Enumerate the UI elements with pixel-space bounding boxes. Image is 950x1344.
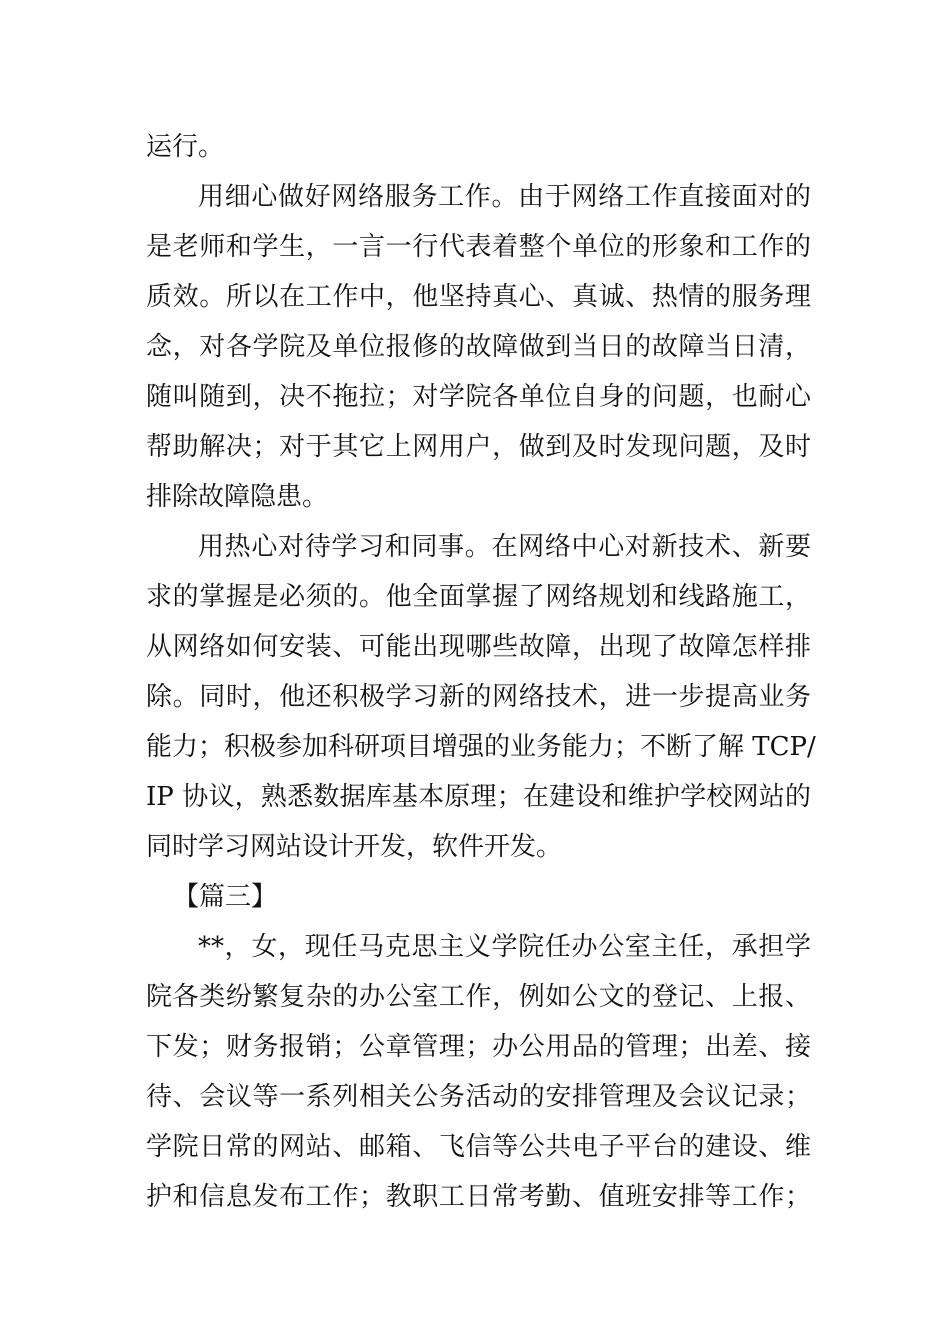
text-line-15: 同时学习网站设计开发，软件开发。 <box>146 832 563 862</box>
text-line-18: 院各类纷繁复杂的办公室工作，例如公文的登记、上报、 <box>146 982 811 1012</box>
text-line-19: 下发；财务报销；公章管理；办公用品的管理；出差、接 <box>146 1032 811 1062</box>
text-line-1: 运行。 <box>146 132 225 162</box>
text-line-2: 用细心做好网络服务工作。由于网络工作直接面对的 <box>198 182 811 212</box>
text-line-3: 是老师和学生，一言一行代表着整个单位的形象和工作的 <box>146 232 811 262</box>
text-line-14: IP 协议，熟悉数据库基本原理；在建设和维护学校网站的 <box>146 782 811 812</box>
text-line-22: 护和信息发布工作；教职工日常考勤、值班安排等工作； <box>146 1182 811 1212</box>
text-line-4: 质效。所以在工作中，他坚持真心、真诚、热情的服务理 <box>146 282 811 312</box>
text-line-9: 用热心对待学习和同事。在网络中心对新技术、新要 <box>198 532 811 562</box>
text-line-6: 随叫随到，决不拖拉；对学院各单位自身的问题，也耐心 <box>146 382 811 412</box>
text-line-10: 求的掌握是必须的。他全面掌握了网络规划和线路施工， <box>146 582 811 612</box>
text-line-20: 待、会议等一系列相关公务活动的安排管理及会议记录； <box>146 1082 811 1112</box>
text-line-17: **，女，现任马克思主义学院任办公室主任，承担学 <box>198 932 811 962</box>
text-line-21: 学院日常的网站、邮箱、飞信等公共电子平台的建设、维 <box>146 1132 811 1162</box>
text-line-13: 能力；积极参加科研项目增强的业务能力；不断了解 TCP/ <box>146 732 816 762</box>
text-line-5: 念，对各学院及单位报修的故障做到当日的故障当日清， <box>146 332 811 362</box>
text-line-11: 从网络如何安装、可能出现哪些故障，出现了故障怎样排 <box>146 632 811 662</box>
text-line-12: 除。同时，他还积极学习新的网络技术，进一步提高业务 <box>146 682 811 712</box>
section-heading: 【篇三】 <box>173 882 278 912</box>
text-line-8: 排除故障隐患。 <box>146 482 329 512</box>
text-line-7: 帮助解决；对于其它上网用户，做到及时发现问题，及时 <box>146 432 811 462</box>
